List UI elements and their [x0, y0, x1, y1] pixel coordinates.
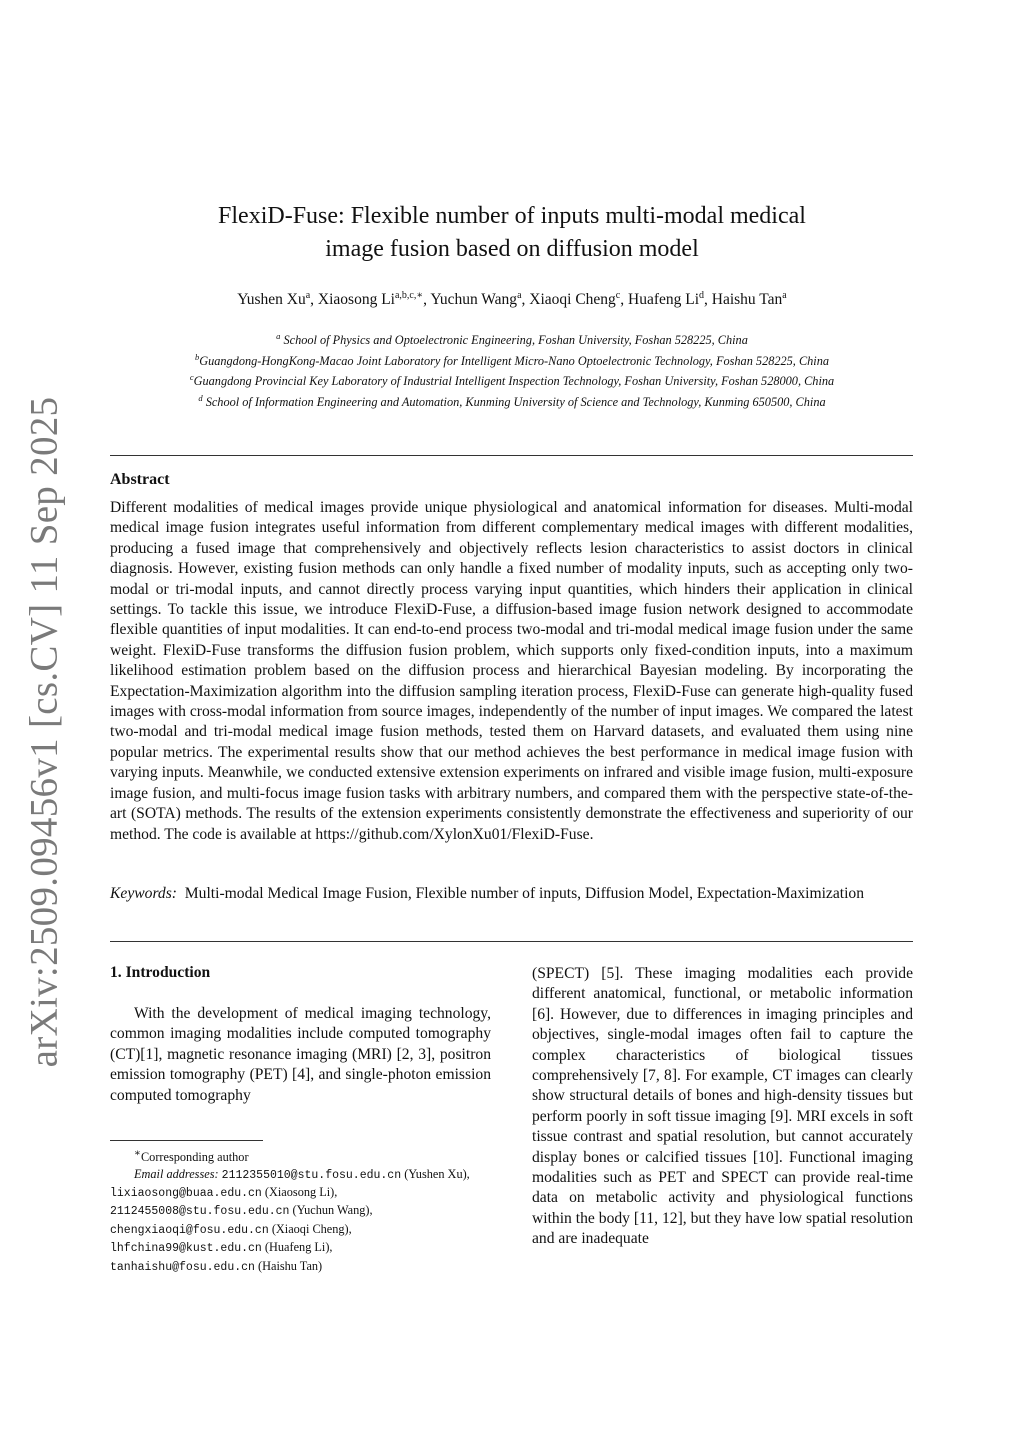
footnote — [110, 1146, 491, 1276]
affiliation: $^a$ School of Physics and Optoelectronic Engineering, Foshan University, Foshan 528225, China — [276, 331, 748, 348]
introduction-right-column: (SPECT) [5]. These imaging modalities each provide different anatomical, functional, or metabolic information [6]. However, due to differences in imaging principles and objectives, single-modal images often fail to capture the complex characteristics of biological tissues comprehensively [7, 8]. For example, CT images can clearly show structural details of bones and high-density tissues but perform poorly in soft tissue imaging [9]. MRI excels in soft tissue contrast and spatial resolution, but cannot accurately display bones or calcified tissues [10]. Functional imaging modalities such as PET and SPECT can provide real-time data on metabolic activity and physiological functions within the body [11, 12], but they have low spatial resolution and are inadequate — [532, 965, 913, 1248]
author: Xiaosong $Li^{a,b,c,∗}$ — [317, 290, 424, 309]
keywords-label: Keywords: — [110, 885, 177, 902]
author: Yuchun Wang$^a$ — [430, 290, 522, 309]
divider-bottom — [110, 941, 913, 942]
abstract-heading: Abstract — [110, 471, 170, 488]
affiliation-list — [100, 328, 924, 410]
email-link[interactable]: chengxiaoqi@fosu.edu.cn — [110, 1223, 269, 1237]
title-line-2: image fusion based on diffusion model — [325, 236, 699, 262]
footnote-corresponding: ∗Corresponding author — [134, 1148, 249, 1165]
footnote-emails: Email addresses: 2112355010@stu.fosu.edu.cn (Yushen Xu), lixiaosong@buaa.edu.cn (Xiaosong Li), 2112455008@stu.fosu.edu.cn (Yuchun Wang), chengxiaoqi@fosu.edu.cn (Xiaoqi Cheng), lhfchina99@kust.edu.cn (Huafeng Li), tanhaishu@fosu.edu.cn (Haishu Tan) — [110, 1166, 470, 1274]
affiliation: $^d$ School of Information Engineering and Automation, Kunming University of Science and Technology, Kunming 650500, China — [198, 392, 826, 409]
author: Huafeng Li$^d$ — [628, 290, 705, 309]
paper-title — [150, 200, 874, 266]
keywords — [110, 884, 913, 904]
author-list: Yushen Xu$^a$, Xiaosong $Li^{a,b,c,∗}$, Yuchun Wang$^a$, Xiaoqi Cheng$^c$, Huafeng Li$^d$, Haishu Tan$^a$ — [237, 290, 787, 309]
email-link[interactable]: 2112455008@stu.fosu.edu.cn — [110, 1205, 290, 1219]
introduction-left-column: With the development of medical imaging technology, common imaging modalities include computed tomography (CT)[1], magnetic resonance imaging (MRI) [2, 3], positron emission tomography (PET) [4], and single-photon emission computed tomography — [110, 1005, 491, 1104]
email-link[interactable]: 2112355010@stu.fosu.edu.cn — [221, 1168, 402, 1182]
affiliation: $^c$Guangdong Provincial Key Laboratory of Industrial Intelligent Inspection Technology, Foshan University, Foshan 528000, China — [189, 372, 835, 389]
email-link[interactable]: tanhaishu@fosu.edu.cn — [110, 1260, 255, 1274]
title-line-1: FlexiD-Fuse: Flexible number of inputs multi-modal medical — [218, 203, 806, 229]
email-link[interactable]: lhfchina99@kust.edu.cn — [110, 1242, 262, 1256]
keywords-text: Multi-modal Medical Image Fusion, Flexible number of inputs, Diffusion Model, Expectation-Maximization — [184, 885, 865, 902]
abstract-text: Different modalities of medical images provide unique physiological and anatomical information for diseases. Multi-modal medical image fusion integrates useful information from different complementary medical images with different modalities, producing a fused image that comprehensively and objectively reflects lesion characteristics to assist doctors in clinical diagnosis. However, existing fusion methods can only handle a fixed number of modality inputs, such as accepting only two-modal or tri-modal inputs, and cannot directly process varying input quantities, which hinders their application in clinical settings. To tackle this issue, we introduce FlexiD-Fuse, a diffusion-based image fusion network designed to accommodate flexible quantities of input modalities. It can end-to-end process two-modal and tri-modal medical image fusion under the same weight. FlexiD-Fuse transforms the diffusion fusion problem, which supports only fixed-condition inputs, into a maximum likelihood estimation problem based on the diffusion process and hierarchical Bayesian modeling. By incorporating the Expectation-Maximization algorithm into the diffusion sampling iteration process, FlexiD-Fuse can generate high-quality fused images with cross-modal information from source images, independently of the number of input images. We compared the latest two-modal and tri-modal medical image fusion methods, tested them on Harvard datasets, and evaluated them using nine popular metrics. The experimental results show that our method achieves the best performance in medical image fusion with varying inputs. Meanwhile, we conducted extensive extension experiments on infrared and visible image fusion, multi-exposure image fusion, and multi-focus image fusion tasks with arbitrary numbers, and compared them with the perspective state-of-the-art (SOTA) methods. The results of the extension experiments consistently demonstrate the effectiveness and superiority of our method. The code is available at https://github.com/XylonXu01/FlexiD-Fuse. — [110, 499, 913, 843]
affiliation: $^b$Guangdong-HongKong-Macao Joint Laboratory for Intelligent Micro-Nano Optoelectronic Technology, Foshan 528225, China — [194, 351, 830, 368]
email-link[interactable]: lixiaosong@buaa.edu.cn — [110, 1186, 262, 1200]
author: Xiaoqi Cheng$^c$ — [529, 290, 621, 309]
divider-top — [110, 455, 913, 456]
arxiv-id-text: arXiv:2509.09456v1 [cs.CV] 11 Sep 2025 — [22, 396, 66, 1068]
author: Yushen Xu$^a$ — [237, 290, 311, 309]
introduction-heading: 1. Introduction — [110, 964, 211, 981]
email-label: Email addresses: — [134, 1166, 219, 1181]
author: Haishu Tan$^a$ — [711, 290, 787, 309]
footnote-rule — [110, 1140, 263, 1141]
